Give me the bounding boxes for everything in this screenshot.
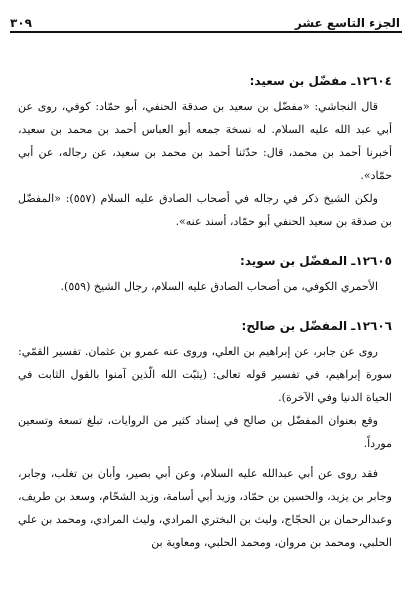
header-rule xyxy=(10,31,402,33)
paragraph: وقع بعنوان المفضّل بن صالح في إسناد كثير من الروايات، تبلغ تسعة وتسعين مورداً. xyxy=(18,414,392,450)
section-gap xyxy=(18,298,392,315)
section-gap xyxy=(18,233,392,250)
running-header xyxy=(10,8,400,30)
entry-12606 xyxy=(18,315,392,554)
page-number: ٣٠٩ xyxy=(10,16,32,30)
entry-12604 xyxy=(18,70,392,233)
entry-title: ١٢٦٠٥ـ المفضّل بن سويد: xyxy=(240,254,392,268)
paragraph-gap xyxy=(18,455,392,462)
entry-title: ١٢٦٠٤ـ مفضّل بن سعيد: xyxy=(249,74,392,88)
running-title: الجزء التاسع عشر xyxy=(294,16,400,30)
paragraph: الأحمري الكوفي، من أصحاب الصادق عليه السلام، رجال الشيخ (٥٥٩). xyxy=(60,280,378,293)
entry-12605 xyxy=(18,250,392,298)
paragraph: ولكن الشيخ ذكر في رجاله في أصحاب الصادق عليه السلام (٥٥٧): «المفضّل بن صدقة بن سعيد الحنفي أبو حمّاد، أسند عنه». xyxy=(18,192,392,228)
entry-title: ١٢٦٠٦ـ المفضّل بن صالح: xyxy=(241,319,392,333)
paragraph: فقد روى عن أبي عبدالله عليه السلام، وعن أبي بصير، وأبان بن تغلب، وجابر، وجابر بن يزيد، والحسين بن حمّاد، وزيد أبي أسامة، وزيد الشحّام، وسعد بن طريف، وعبدالرحمان بن الحجّاج، وليث بن البختري المرادي، وليث المرادي، ومحمد بن علي الحلبي، ومحمد بن مروان، ومحمد الحلبي، ومعاوية بن xyxy=(18,467,392,549)
page-body xyxy=(18,70,392,554)
paragraph: قال النجاشي: «مفضّل بن سعيد بن صدقة الحنفي، أبو حمّاد: كوفي، روى عن أبي عبد الله عليه السلام. له نسخة جمعه أبو العباس أحمد بن محمد بن سعيد، أخبرنا أحمد بن محمد، قال: حدّثنا أحمد بن محمد بن سعيد، عن رجاله، عن أبي حمّاد». xyxy=(18,100,392,182)
paragraph: روى عن جابر، عن إبراهيم بن العلي، وروى عنه عمرو بن عثمان. تفسير القمّي: سورة إبراهيم، في تفسير قوله تعالى: (يثبّت الله الّذين آمنوا بالقول الثابت في الحياة الدنيا وفي الآخرة). xyxy=(18,345,392,404)
